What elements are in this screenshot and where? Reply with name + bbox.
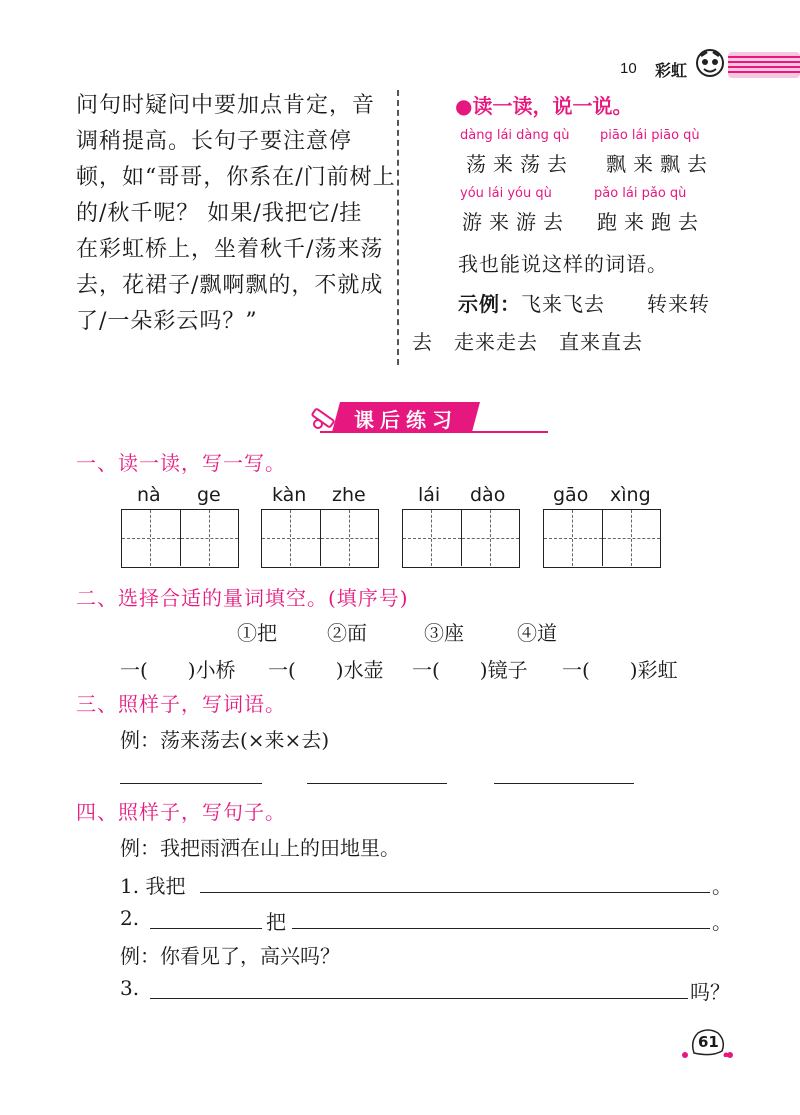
example: 例：我把雨洒在山上的田地里。 bbox=[120, 836, 400, 860]
lesson-number: 10 bbox=[620, 60, 637, 77]
pinyin: lái bbox=[418, 484, 441, 506]
section4-title: 四、照样子，写句子。 bbox=[76, 800, 286, 824]
example-line-2: 去 走来走去 直来直去 bbox=[412, 330, 643, 354]
example-text: 飞来飞去 转来转 bbox=[521, 292, 710, 316]
phrase: 跑来跑去 bbox=[597, 210, 705, 234]
fill-blank[interactable]: 一( )水壶 bbox=[268, 658, 384, 682]
option: ②面 bbox=[327, 621, 367, 645]
writing-grid[interactable] bbox=[543, 509, 661, 568]
phrase: 游来游去 bbox=[462, 210, 570, 234]
section2-title: 二、选择合适的量词填空。(填序号) bbox=[76, 586, 409, 610]
pinyin: pǎo lái pǎo qù bbox=[594, 186, 687, 201]
option: ③座 bbox=[424, 621, 464, 645]
read-say-heading: ●读一读，说一说。 bbox=[455, 94, 633, 118]
pinyin: yóu lái yóu qù bbox=[460, 186, 552, 201]
prompt-text: 我也能说这样的词语。 bbox=[458, 252, 668, 276]
writing-grid[interactable] bbox=[261, 509, 379, 568]
left-text-line: 调稍提高。长句子要注意停 bbox=[76, 129, 353, 154]
answer-line[interactable] bbox=[307, 783, 447, 784]
fill-blank[interactable]: 一( )镜子 bbox=[412, 658, 528, 682]
banner-title: 课后练习 bbox=[354, 408, 458, 432]
fill-blank[interactable]: 一( )彩虹 bbox=[562, 658, 678, 682]
pinyin: dàng lái dàng qù bbox=[460, 128, 570, 143]
pinyin: kàn bbox=[272, 484, 307, 506]
page-number: 61 bbox=[698, 1033, 719, 1051]
pinyin: gāo bbox=[553, 484, 589, 506]
example-label: 示例： bbox=[458, 292, 521, 316]
page-number-badge bbox=[688, 1027, 728, 1057]
pinyin: nà bbox=[137, 484, 161, 506]
left-text-line: 去，花裙子/飘啊飘的，不就成 bbox=[76, 273, 384, 298]
header-stripes bbox=[728, 52, 800, 78]
pinyin: dào bbox=[470, 484, 506, 506]
answer-line[interactable] bbox=[200, 892, 710, 893]
option: ④道 bbox=[517, 621, 557, 645]
option: ①把 bbox=[237, 621, 277, 645]
left-text-line: 的/秋千呢？ 如果/我把它/挂 bbox=[76, 201, 363, 226]
punct: 吗？ bbox=[690, 980, 730, 1004]
example-line bbox=[458, 288, 710, 317]
left-text-line: 了/一朵彩云吗？” bbox=[76, 309, 258, 334]
question-prefix: 1. 我把 bbox=[120, 874, 186, 898]
decor-dot bbox=[727, 1052, 733, 1058]
pinyin: zhe bbox=[332, 484, 366, 506]
exercise-banner bbox=[300, 398, 550, 438]
left-text-line: 在彩虹桥上，坐着秋千/荡来荡 bbox=[76, 237, 384, 262]
answer-line[interactable] bbox=[120, 783, 262, 784]
question-prefix: 2. bbox=[120, 906, 140, 930]
section3-title: 三、照样子，写词语。 bbox=[76, 692, 286, 716]
answer-line[interactable] bbox=[150, 998, 688, 999]
example: 例：你看见了，高兴吗？ bbox=[120, 944, 340, 968]
lesson-title: 彩虹 bbox=[655, 61, 688, 80]
pinyin: ge bbox=[197, 484, 221, 506]
section1-title: 一、读一读，写一写。 bbox=[76, 451, 286, 475]
pinyin: xìng bbox=[610, 484, 651, 506]
phrase: 荡来荡去 bbox=[466, 152, 574, 176]
punct: 。 bbox=[712, 910, 732, 934]
phrase: 飘来飘去 bbox=[606, 152, 714, 176]
answer-line[interactable] bbox=[494, 783, 634, 784]
example: 例：荡来荡去(×来×去) bbox=[120, 728, 330, 752]
answer-line[interactable] bbox=[150, 928, 262, 929]
punct: 。 bbox=[712, 874, 732, 898]
writing-grid[interactable] bbox=[402, 509, 520, 568]
left-text-line: 问句时疑问中要加点肯定，音 bbox=[76, 93, 376, 118]
question-prefix: 3. bbox=[120, 976, 140, 1000]
pencil-icon bbox=[312, 408, 335, 428]
decor-dot bbox=[682, 1052, 688, 1058]
question-mid: 把 bbox=[266, 910, 286, 934]
left-text-line: 顿，如“哥哥，你系在/门前树上 bbox=[76, 165, 396, 190]
pinyin: piāo lái piāo qù bbox=[600, 128, 700, 143]
column-divider bbox=[397, 90, 399, 365]
fill-blank[interactable]: 一( )小桥 bbox=[120, 658, 236, 682]
doodle-face-icon bbox=[693, 46, 727, 80]
answer-line[interactable] bbox=[292, 928, 710, 929]
writing-grid[interactable] bbox=[121, 509, 239, 568]
